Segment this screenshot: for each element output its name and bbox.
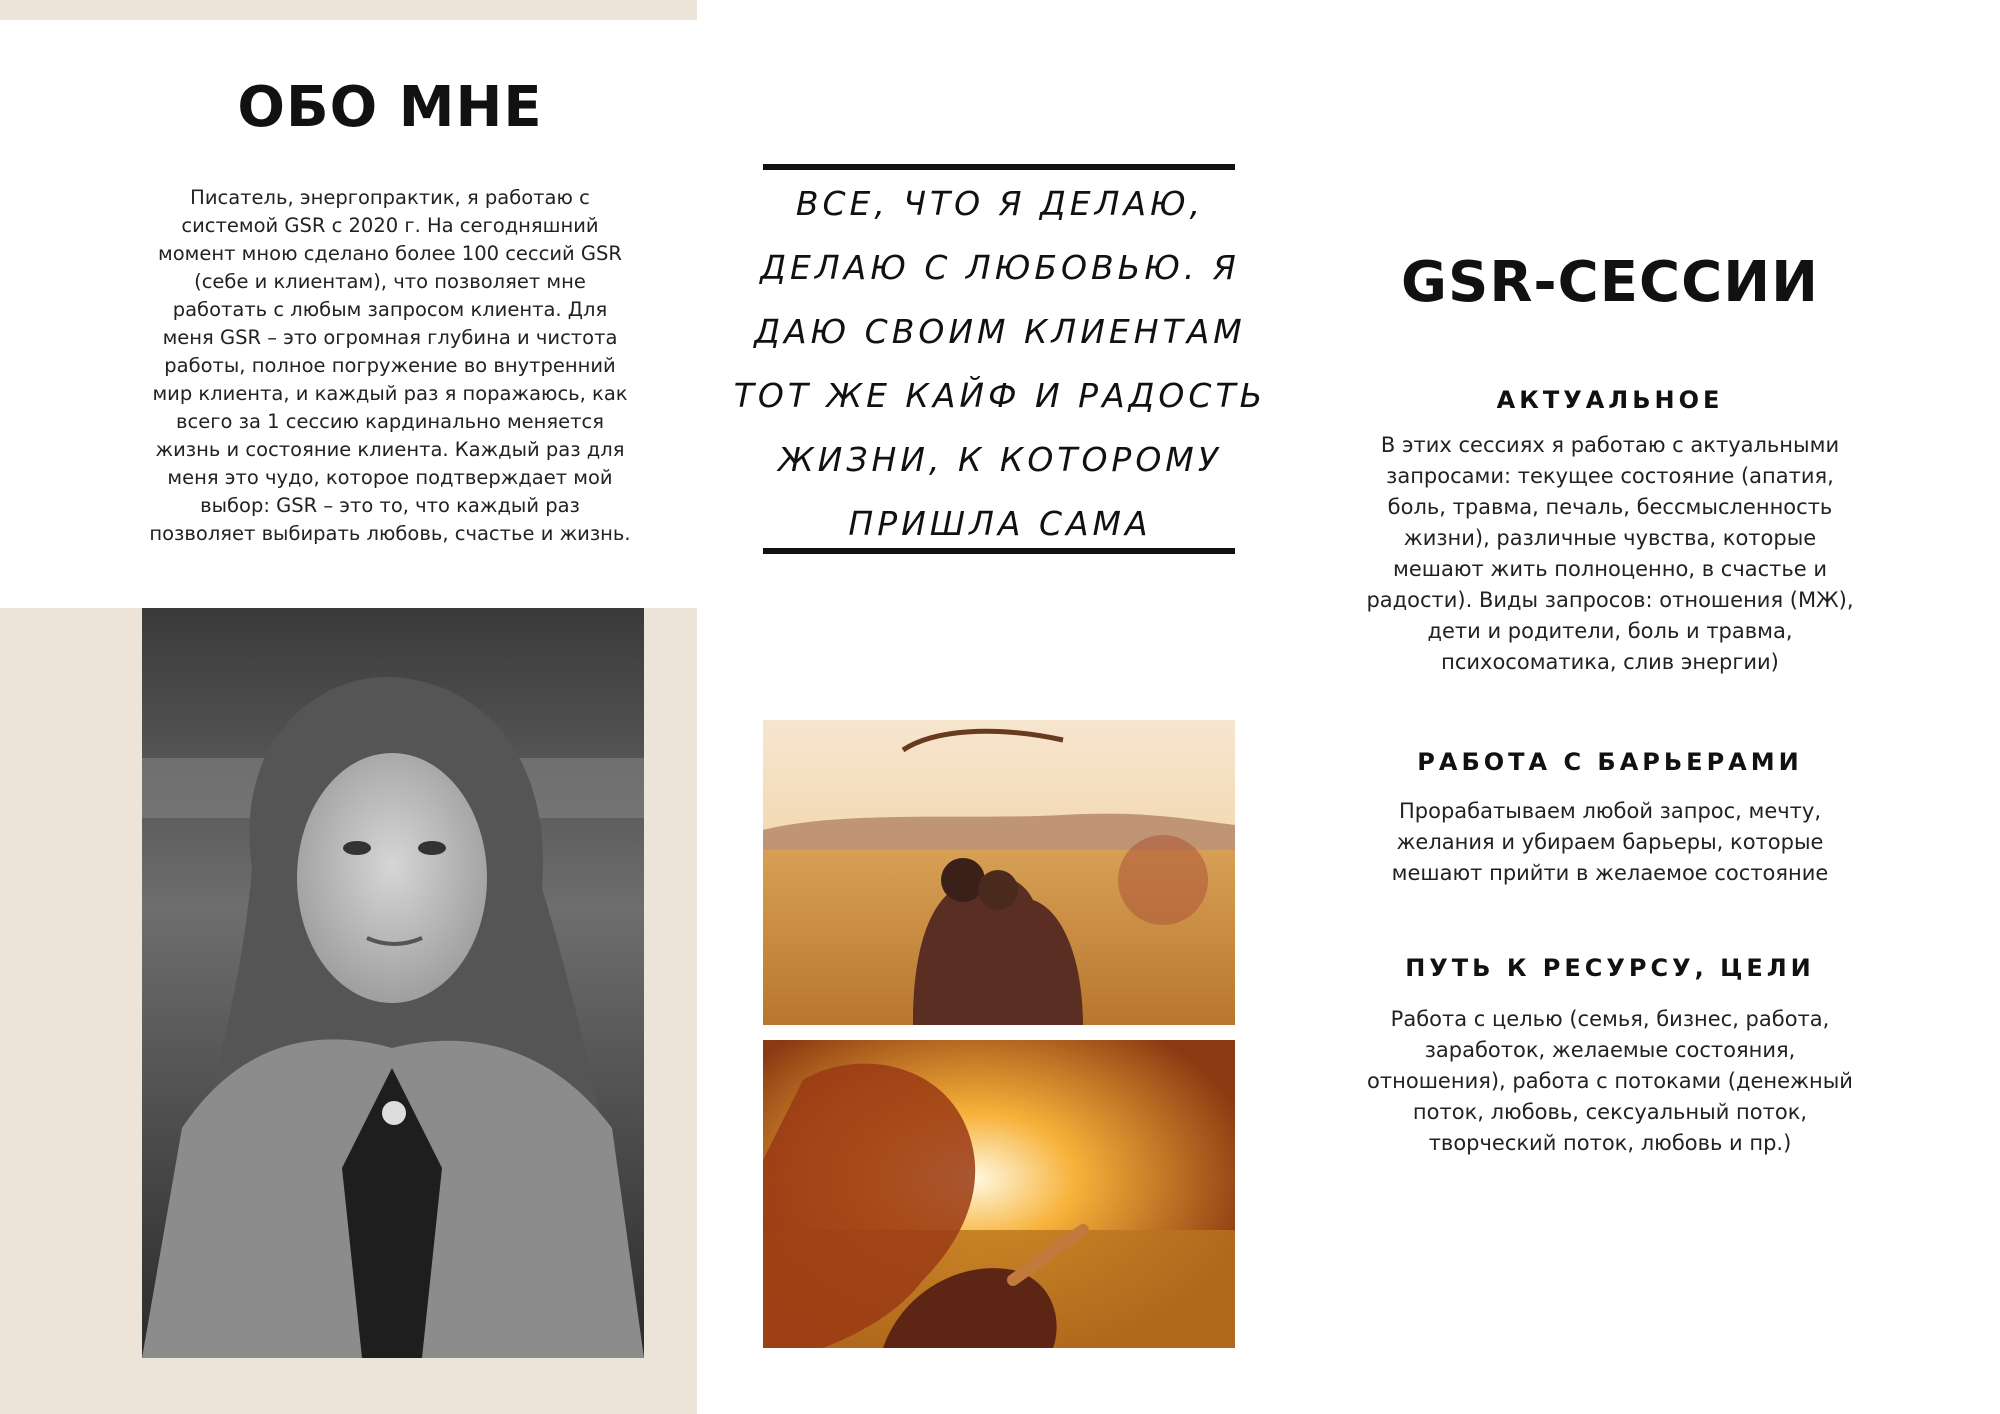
quote-bottom-rule bbox=[763, 548, 1235, 554]
section-title-barriers: РАБОТА С БАРЬЕРАМИ bbox=[1417, 748, 1803, 776]
section-title-resource: ПУТЬ К РЕСУРСУ, ЦЕЛИ bbox=[1405, 954, 1815, 982]
gsr-title: GSR-СЕССИИ bbox=[1401, 250, 1819, 315]
about-text: Писатель, энергопрактик, я работаю с системой GSR с 2020 г. На сегодняшний момент мною сделано более 100 сессий GSR (себе и клиентам), что позволяет мне работать с любым запросом клиента. Для меня GSR – это огромная глубина и чистота работы, полное погружение во внутренний мир клиента, и каждый раз я поражаюсь, как всего за 1 сессию кардинально меняется жизнь и состояние клиента. Каждый раз для меня это чудо, которое подтверждает мой выбор: GSR – это то, что каждый раз позволяет выбирать любовь, счастье и жизнь. bbox=[149, 186, 631, 545]
woman-sunset-photo bbox=[763, 1040, 1235, 1348]
section-text-barriers: Прорабатываем любой запрос, мечту, желания и убираем барьеры, которые мешают прийти в желаемое состояние bbox=[1391, 799, 1829, 885]
section-text-resource: Работа с целью (семья, бизнес, работа, заработок, желаемые состояния, отношения), работа с потоками (денежный поток, любовь, сексуальный поток, творческий поток, любовь и пр.) bbox=[1367, 1007, 1853, 1155]
section-text-actual: В этих сессиях я работаю с актуальными запросами: текущее состояние (апатия, боль, травма, печаль, бессмысленность жизни), различные чувства, которые мешают жить полноценно, в счастье и радости). Виды запросов: отношения (МЖ), дети и родители, боль и травма, психосоматика, слив энергии) bbox=[1366, 433, 1854, 674]
section-title-actual: АКТУАЛЬНОЕ bbox=[1496, 386, 1724, 414]
portrait-photo bbox=[142, 608, 644, 1358]
quote-top-rule bbox=[763, 164, 1235, 170]
about-title: ОБО МНЕ bbox=[237, 75, 543, 140]
couple-photo bbox=[763, 720, 1235, 1025]
quote-text: ВСЕ, ЧТО Я ДЕЛАЮ, ДЕЛАЮ С ЛЮБОВЬЮ. Я ДАЮ СВОИМ КЛИЕНТАМ ТОТ ЖЕ КАЙФ И РАДОСТЬ ЖИЗНИ, К КОТОРОМУ ПРИШЛА САМА bbox=[733, 184, 1267, 543]
